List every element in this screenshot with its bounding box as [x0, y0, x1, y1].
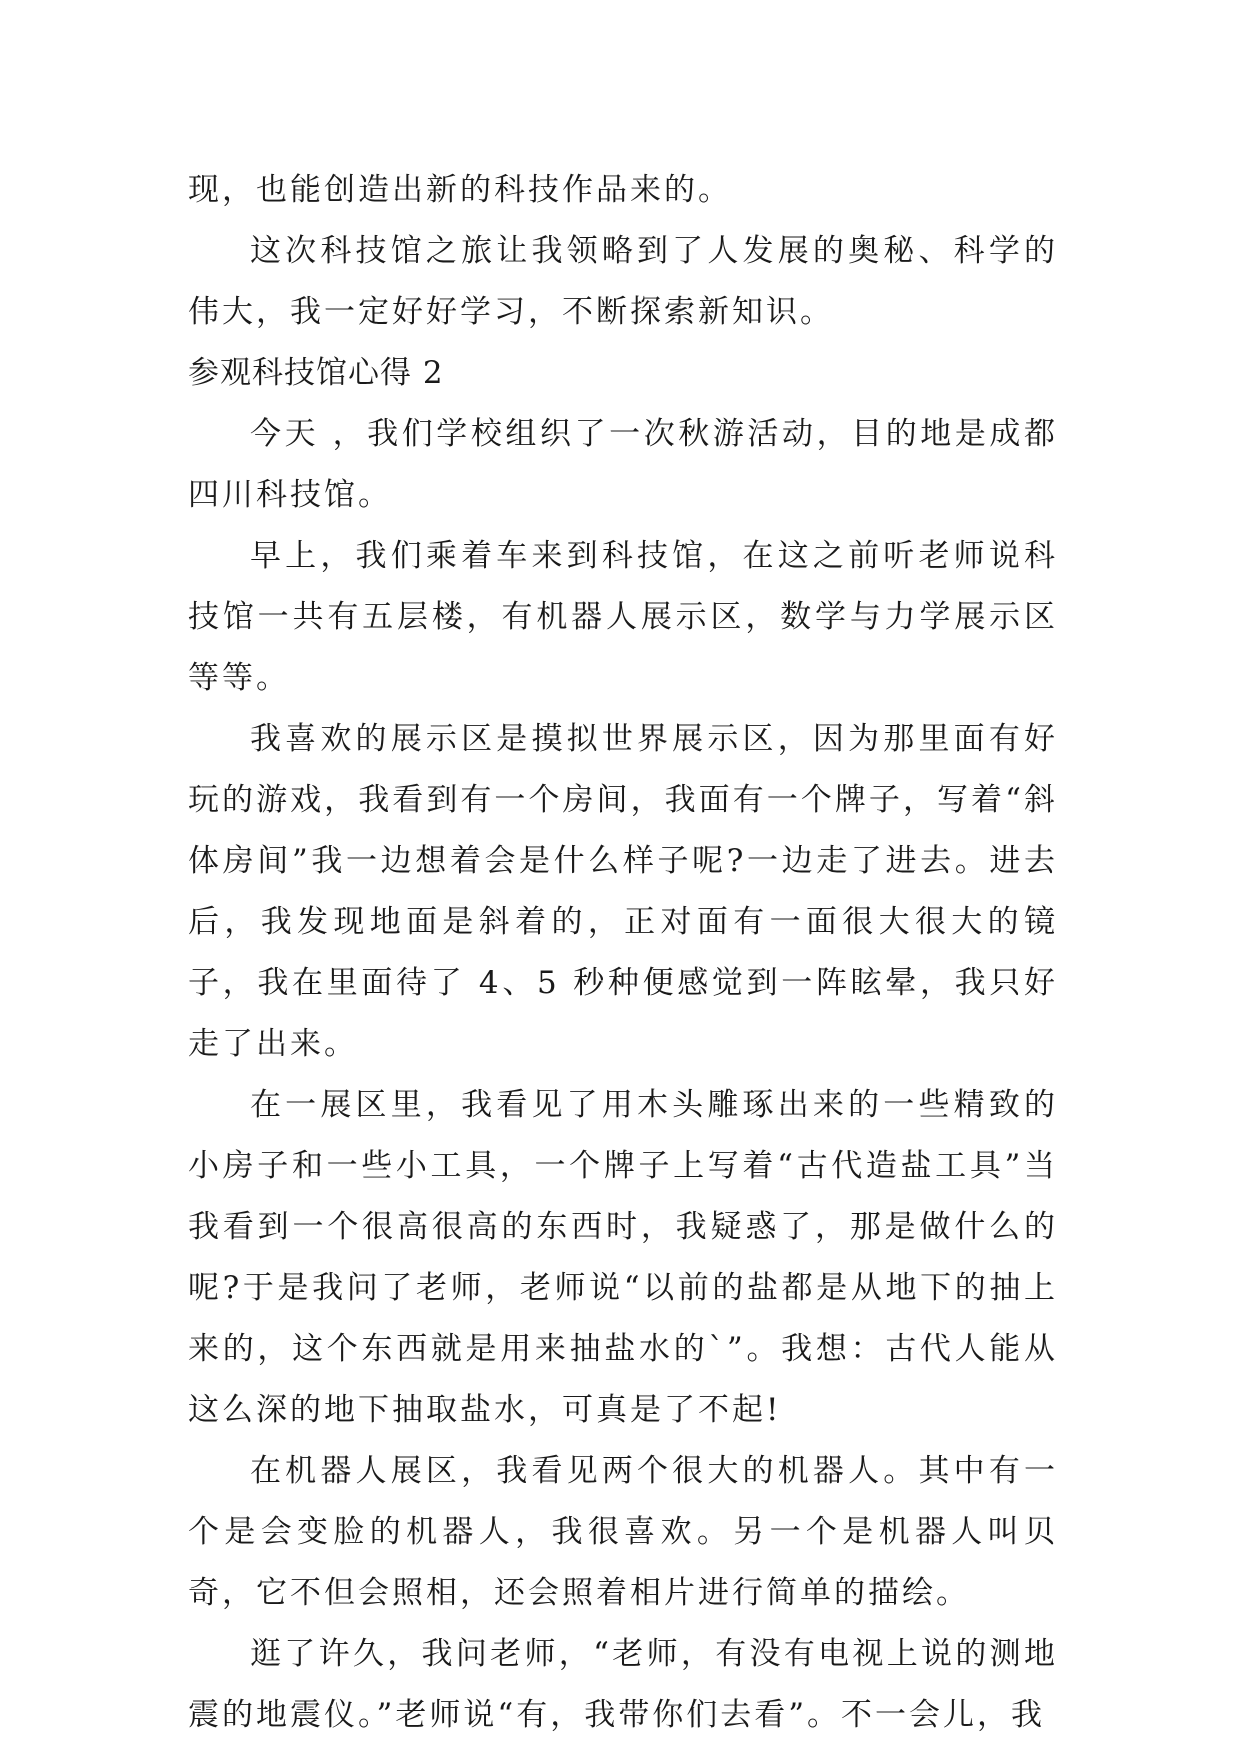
paragraph-continuation: 现，也能创造出新的科技作品来的。	[188, 172, 732, 208]
paragraph: 今天 ，我们学校组织了一次秋游活动，目的地是成都四川科技馆。	[188, 416, 1058, 513]
paragraph: 这次科技馆之旅让我领略到了人发展的奥秘、科学的伟大，我一定好好学习，不断探索新知识。	[188, 233, 1058, 330]
paragraph: 逛了许久，我问老师，“老师，有没有电视上说的测地震的地震仪。”老师说“有，我带你们去看”。不一会儿，我	[188, 1636, 1058, 1733]
section-heading: 参观科技馆心得 2	[188, 355, 444, 391]
paragraph: 我喜欢的展示区是摸拟世界展示区，因为那里面有好玩的游戏，我看到有一个房间，我面有一个牌子，写着“斜体房间”我一边想着会是什么样子呢?一边走了进去。进去后，我发现地面是斜着的，正对面有一面很大很大的镜子，我在里面待了 4、5 秒种便感觉到一阵眩晕，我只好走了出来。	[188, 721, 1058, 1062]
document-body	[188, 160, 1058, 1746]
paragraph: 在一展区里，我看见了用木头雕琢出来的一些精致的小房子和一些小工具，一个牌子上写着“古代造盐工具”当我看到一个很高很高的东西时，我疑惑了，那是做什么的呢?于是我问了老师，老师说“以前的盐都是从地下的抽上来的，这个东西就是用来抽盐水的`”。我想：古代人能从这么深的地下抽取盐水，可真是了不起!	[188, 1087, 1058, 1428]
paragraph: 在机器人展区，我看见两个很大的机器人。其中有一个是会变脸的机器人，我很喜欢。另一个是机器人叫贝奇，它不但会照相，还会照着相片进行简单的描绘。	[188, 1453, 1058, 1611]
paragraph: 早上，我们乘着车来到科技馆，在这之前听老师说科技馆一共有五层楼，有机器人展示区，数学与力学展示区等等。	[188, 538, 1058, 696]
